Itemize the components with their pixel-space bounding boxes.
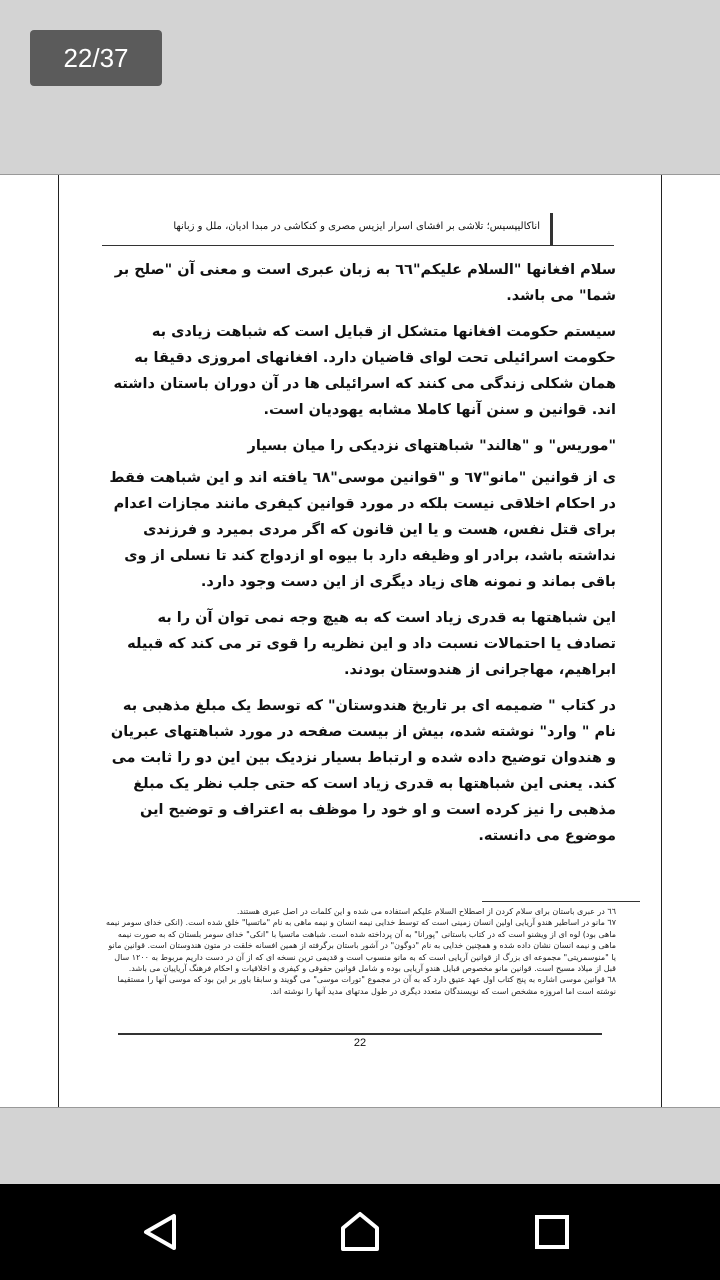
footer-rule [118, 1033, 602, 1035]
header-rule [102, 245, 614, 246]
home-button[interactable] [320, 1202, 400, 1262]
recents-button[interactable] [512, 1202, 592, 1262]
document-page[interactable] [0, 174, 720, 1108]
recents-square-icon [534, 1214, 570, 1250]
page-right-margin-line [661, 175, 662, 1107]
paragraph: "موریس" و "هالند" شباهتهای نزدیکی را میان بسیار [247, 438, 616, 454]
paragraph: سیستم حکومت افغانها متشکل از قبایل است که شباهت زیادی به حکومت اسرائیلی تحت لوای قاضیان دارد. افغانهای امروزی دقیقا به همان شکلی زندگی می کنند که اسرائیلی ها در آن دوران باستان داشته اند. قوانین و سنن آنها کاملا مشابه یهودیان است. [113, 324, 616, 418]
paragraph: این شباهتها به قدری زیاد است که به هیچ وجه نمی توان آن را به تصادف یا احتمالات نسبت داد و این نظریه را قوی تر می کند که قبیله ابراهیم، مهاجرانی از هندوستان بودند. [127, 610, 616, 678]
navigation-bar [0, 1184, 720, 1280]
paragraph: سلام افغانها "السلام علیکم"٦٦ به زبان عبری است و معنی آن "صلح بر شما" می باشد. [114, 262, 616, 304]
body-text [108, 257, 616, 859]
home-circle-icon [338, 1210, 382, 1254]
header-divider [550, 213, 553, 245]
page-number: 22 [353, 1037, 367, 1049]
footnote: ٦٨ قوانین موسی اشاره به پنج کتاب اول عهد عتیق دارد که به آن در مجموع "تورات موسی" می گویند و سابقا باور بر این بود که موسی آنها را مستقیما نوشته است اما امروزه مشخص است که نویسندگان متعدد دیگری در طول مدتهای مدید آنها را نوشته اند. [117, 975, 616, 996]
footnotes [104, 906, 616, 997]
footnote: ٦٦ در عبری باستان برای سلام کردن از اصطلاح السلام علیکم استفاده می شده و این کلمات در اصل عبری هستند. [236, 907, 616, 916]
footnote: ٦٧ مانو در اساطیر هندو آریایی اولین انسان زمینی است که توسط خدایی نیمه انسان و نیمه ماهی به نام "ماتسیا" خلق شده است. (انکی خدای سومر نیمه ماهی بود) لوه ای از ویشنو است که در کتاب باستانی "پورانا" به آن پرداخته شده است. شباهت ماتسیا با "انکی" خدای سومر بلستان که به صورت نیمه ماهی و نیمه انسان نشان داده شده و همچنین خدایی به نام "دوگون" در آشور باستان برگرفته از همین افسانه خلقت در متون هندوستان است. قوانین مانو یا "منوسمریتی" مجموعه ای بزرگ از قوانین آریایی است که به مانو منسوب است و قدیمی ترین نسخه ای که از آن در دست داریم مربوط به ۱۲۰۰ سال قبل از میلاد مسیح است. قوانین مانو مخصوص قبایل هندو آریایی بوده و شامل قوانین حقوقی و کیفری و اخلاقیات و احکام فرهنگ آریاییان می باشد. [106, 918, 616, 974]
paragraph: ی از قوانین "مانو"٦٧ و "قوانین موسی"٦٨ یافته اند و این شباهت فقط در احکام اخلاقی نیست بلکه در مورد قوانین کیفری مانند مجازات اعدام برای قتل نفس، هست و یا این قانون که اگر مردی بمیرد و فرزندی نداشته باشد، برادر او وظیفه دارد با بیوه او ازدواج کند تا نسلی از وی باقی بماند و نمونه های زیاد دیگری از این دست وجود دارد. [109, 470, 616, 590]
page-indicator: 22/37 [30, 30, 162, 86]
running-header: آناکالیپسیس؛ تلاشی بر افشای اسرار ایزیس مصری و کنکاشی در مبدأ ادیان، ملل و زبانها [173, 221, 540, 232]
page-left-margin-line [58, 175, 59, 1107]
footnote-rule [482, 901, 640, 902]
back-triangle-icon [140, 1212, 180, 1252]
back-button[interactable] [120, 1202, 200, 1262]
paragraph: در کتاب " ضمیمه ای بر تاریخ هندوستان" که توسط یک مبلغ مذهبی به نام " وارد" نوشته شده، بیش از بیست صفحه در مورد شباهتهای عبریان و هندوان توضیح داده شده و ارتباط بسیار نزدیک بین این دو را ثابت می کند. یعنی این شباهتها به قدری زیاد است که حتی جلب نظر یک مبلغ مذهبی را نیز کرده است و او خود را موظف به اعتراف و توضیح این موضوع می دانسته. [110, 698, 616, 844]
